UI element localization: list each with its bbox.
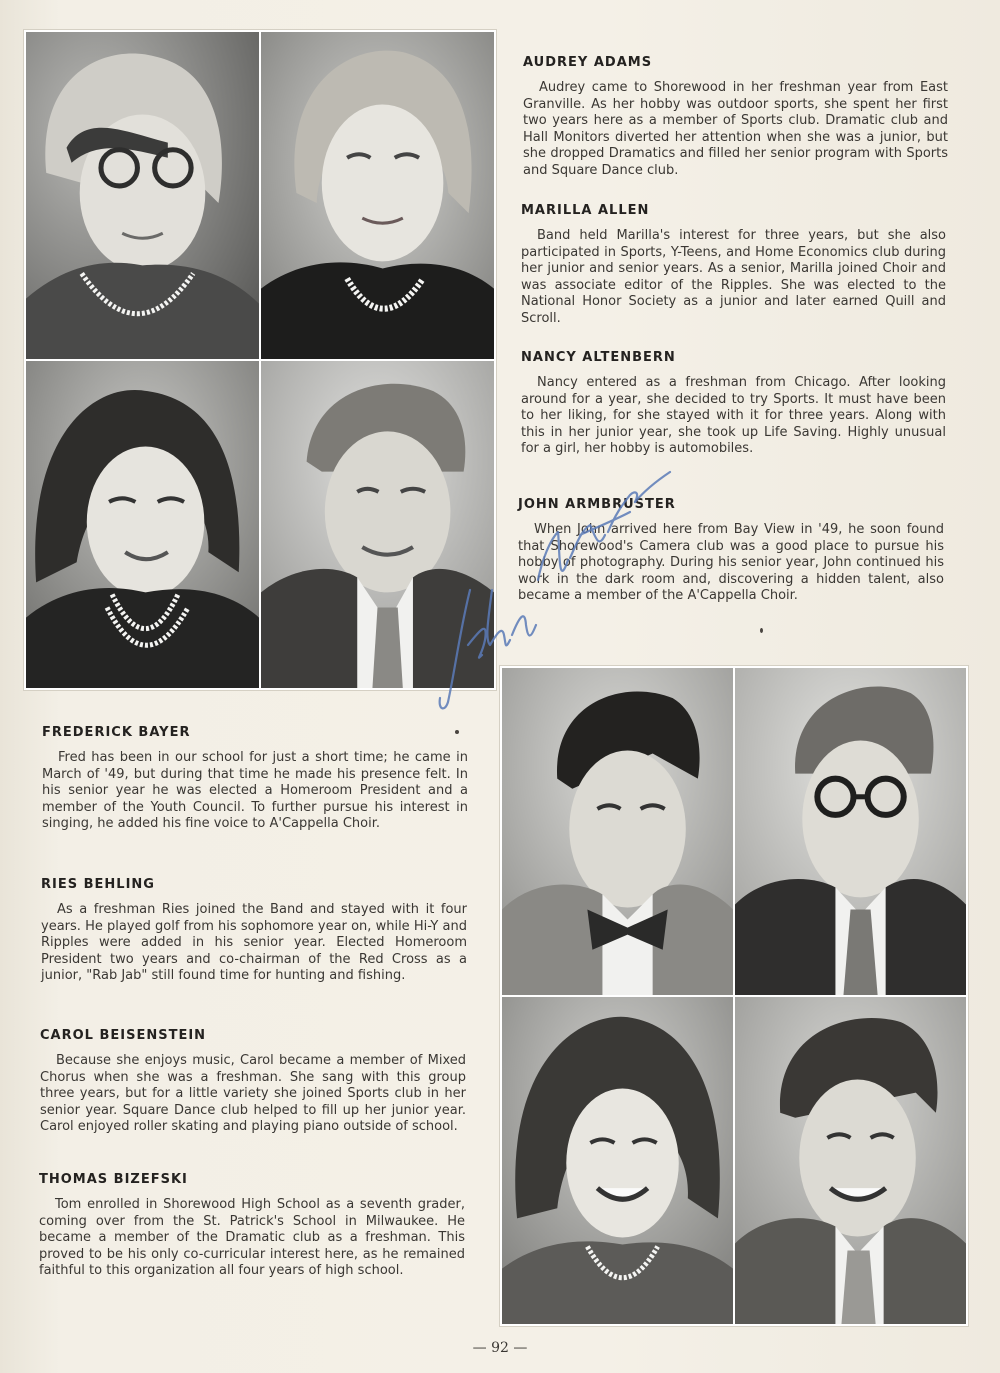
entry-text: Nancy entered as a freshman from Chicago. After looking around for a year, she decided to try Sports. It must have been to her liking, for she stayed with it for three years. Along with this in her junior year, she took up Life Saving. Highly unusual for a girl, her hobby is automobiles.	[521, 375, 946, 456]
entry-thomas-bizefski	[39, 1172, 465, 1280]
entry-frederick-bayer	[42, 725, 468, 833]
portrait-carol-beisenstein	[502, 997, 733, 1324]
portrait-ries-behling	[735, 668, 966, 995]
portrait-thomas-bizefski	[735, 997, 966, 1324]
entry-name: JOHN ARMBRUSTER	[518, 497, 676, 512]
ink-dot	[455, 730, 459, 734]
entry-text: Fred has been in our school for just a short time; he came in March of '49, but during that time he made his presence felt. In his senior year he was elected a Homeroom President and a member of the Youth Council. To further pursue his interest in singing, he added his fine voice to A'Cappella Choir.	[42, 750, 468, 831]
portrait-nancy-altenbern	[26, 361, 259, 688]
entry-text: Band held Marilla's interest for three years, but she also participated in Sports, Y-Teens, and Home Economics club during her junior and senior years. As a senior, Marilla joined Choir and was associate editor of the Ripples. She was elected to the National Honor Society as a junior and later earned Quill and Scroll.	[521, 228, 946, 326]
entry-name: AUDREY ADAMS	[523, 55, 653, 70]
entry-name: MARILLA ALLEN	[521, 203, 650, 218]
page-number: — 92 —	[472, 1340, 528, 1356]
entry-marilla-allen	[521, 203, 946, 327]
portrait-grid-top	[24, 30, 496, 690]
entry-text: Because she enjoys music, Carol became a member of Mixed Chorus when she was a freshman. She sang with this group three years, but for a little variety she joined Sports club in her senior year. Square Dance club helped to fill up her junior year. Carol enjoyed roller skating and playing piano outside of school.	[40, 1053, 466, 1134]
entry-john-armbruster	[518, 497, 944, 605]
entry-ries-behling	[41, 877, 467, 985]
entry-name: THOMAS BIZEFSKI	[39, 1172, 188, 1187]
ink-dot	[760, 628, 763, 633]
portrait-marilla-allen	[261, 32, 494, 359]
entry-name: NANCY ALTENBERN	[521, 350, 676, 365]
portrait-audrey-adams	[26, 32, 259, 359]
entry-name: RIES BEHLING	[41, 877, 155, 892]
entry-text: Tom enrolled in Shorewood High School as a seventh grader, coming over from the St. Patrick's School in Milwaukee. He became a member of the Dramatic club as a freshman. This proved to be his only co-curricular interest here, as he remained faithful to this organization all four years of high school.	[39, 1197, 465, 1278]
entry-audrey-adams	[523, 55, 948, 179]
entry-text: Audrey came to Shorewood in her freshman year from East Granville. As her hobby was outdoor sports, she spent her first two years here as a member of Sports club. Dramatic club and Hall Monitors diverted her attention when she was a junior, but she dropped Dramatics and filled her senior program with Sports and Square Dance club.	[523, 80, 948, 178]
entry-text: As a freshman Ries joined the Band and stayed with it four years. He played golf from his sophomore year on, while Hi-Y and Ripples were added in his senior year. Elected Homeroom President two years and co-chairman of the Red Cross as a junior, "Rab Jab" still found time for hunting and fishing.	[41, 902, 467, 983]
entry-carol-beisenstein	[40, 1028, 466, 1136]
entry-name: CAROL BEISENSTEIN	[40, 1028, 207, 1043]
portrait-john-armbruster	[261, 361, 494, 688]
entry-name: FREDERICK BAYER	[42, 725, 191, 740]
entry-nancy-altenbern	[521, 350, 946, 458]
portrait-grid-bottom	[500, 666, 968, 1326]
entry-text: When John arrived here from Bay View in '49, he soon found that Shorewood's Camera club was a good place to pursue his hobby of photography. During his senior year, John continued his work in the dark room and, discovering a hidden talent, also became a member of the A'Cappella Choir.	[518, 522, 944, 603]
portrait-frederick-bayer	[502, 668, 733, 995]
